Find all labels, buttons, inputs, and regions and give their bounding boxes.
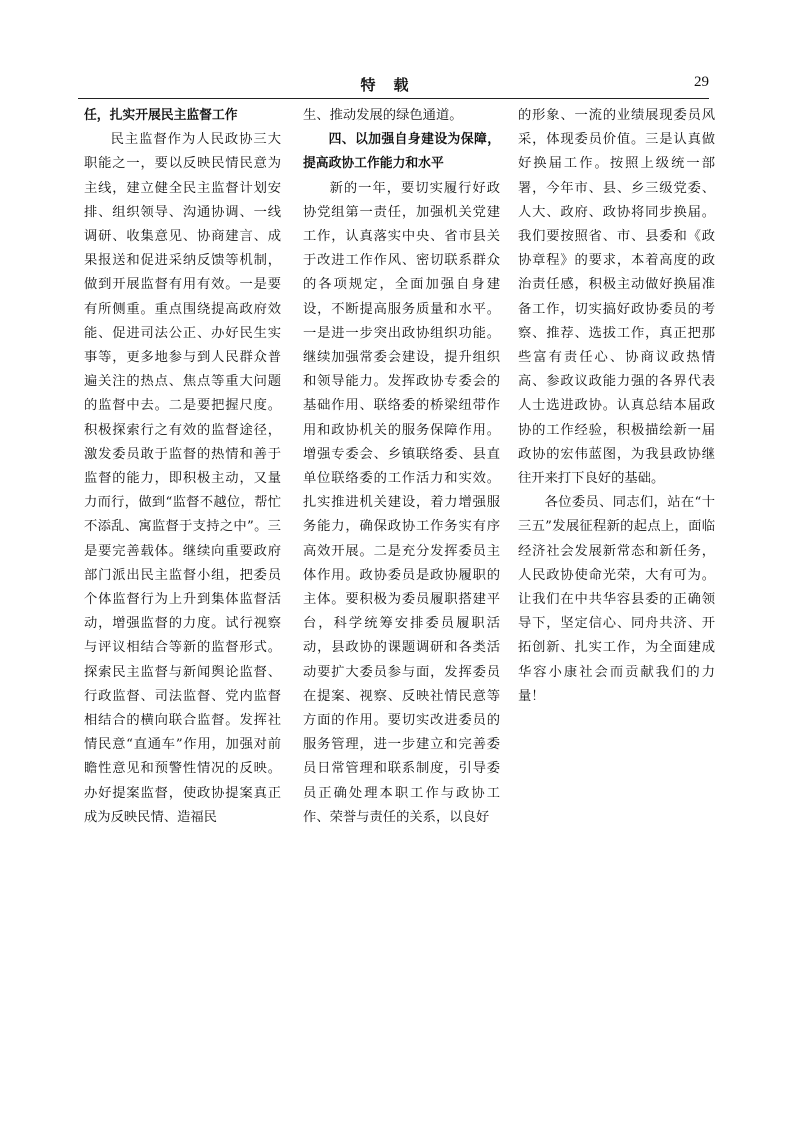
body-paragraph-continued: 的形象、一流的业绩展现委员风采，体现委员价值。三是认真做好换届工作。按照上级统一部署，今年市、县、乡三级党委、人大、政府、政协将同步换届。我们要按照省、市、县委和《政协章程》的要求，本着高度的政治责任感，积极主动做好换届准备工作，切实搞好政协委员的考察、推荐、选拔工作，真正把那些富有责任心、协商议政热情高、参政议政能力强的各界代表人士选进政协。认真总结本届政协的工作经验，积极描绘新一届政协的宏伟蓝图，为我县政协继往开来打下良好的基础。 xyxy=(518,108,715,487)
body-paragraph-continued: 生、推动发展的绿色通道。 xyxy=(303,108,463,123)
body-paragraph: 民主监督作为人民政协三大职能之一，要以反映民情民意为主线，建立健全民主监督计划安排、组织领导、沟通协调、一线调研、收集意见、协商建言、成果报送和促进采纳反馈等机制，做到开展监督有用有效。一是要有所侧重。重点围绕提高政府效能、促进司法公正、办好民生实事等，更多地参与到人民群众普遍关注的热点、焦点等重大问题的监督中去。二是要把握尺度。积极探索行之有效的监督途径，激发委员敢于监督的热情和善于监督的能力，即积极主动，又量力而行，做到“监督不越位，帮忙不添乱、寓监督于支持之中”。三是要完善载体。继续向重要政府部门派出民主监督小组，把委员个体监督行为上升到集体监督活动，增强监督的力度。试行视察与评议相结合等新的监督形式。探索民主监督与新闻舆论监督、行政监督、司法监督、党内监督相结合的横向联合监督。发挥社情民意“直通车”作用，加强对前瞻性意见和预警性情况的反映。办好提案监督，使政协提案真正成为反映民情、造福民 xyxy=(84,132,281,825)
text-column-1 xyxy=(84,104,281,830)
section-title: 特载 xyxy=(360,76,427,94)
closing-paragraph: 各位委员、同志们，站在“十三五”发展征程新的起点上，面临经济社会发展新常态和新任务，人民政协使命光荣，大有可为。让我们在中共华容县委的正确领导下，坚定信心、同舟共济、开拓创新、扎实工作，为全面建成华容小康社会而贡献我们的力量！ xyxy=(518,495,715,704)
text-column-3 xyxy=(518,104,715,709)
body-paragraph: 新的一年，要切实履行好政协党组第一责任，加强机关党建工作，认真落实中央、省市县关于改进工作作风、密切联系群众的各项规定，全面加强自身建设，不断提高服务质量和水平。一是进一步突出政协组织功能。继续加强常委会建设，提升组织和领导能力。发挥政协专委会的基础作用、联络委的桥梁纽带作用和政协机关的服务保障作用。增强专委会、乡镇联络委、县直单位联络委的工作活力和实效。扎实推进机关建设，着力增强服务能力，确保政协工作务实有序高效开展。二是充分发挥委员主体作用。政协委员是政协履职的主体。要积极为委员履职搭建平台，科学统筹安排委员履职活动，县政协的课题调研和各类活动要扩大委员参与面，发挥委员在提案、视察、反映社情民意等方面的作用。要切实改进委员的服务管理，进一步建立和完善委员日常管理和联系制度，引导委员正确处理本职工作与政协工作、荣誉与责任的关系，以良好 xyxy=(303,180,500,825)
page-header xyxy=(78,74,709,98)
section-heading-continued: 任，扎实开展民主监督工作 xyxy=(84,108,238,123)
header-rule xyxy=(78,98,709,99)
text-column-2 xyxy=(303,104,500,830)
section-heading: 四、以加强自身建设为保障，提高政协工作能力和水平 xyxy=(303,132,500,172)
page-number: 29 xyxy=(694,74,709,90)
